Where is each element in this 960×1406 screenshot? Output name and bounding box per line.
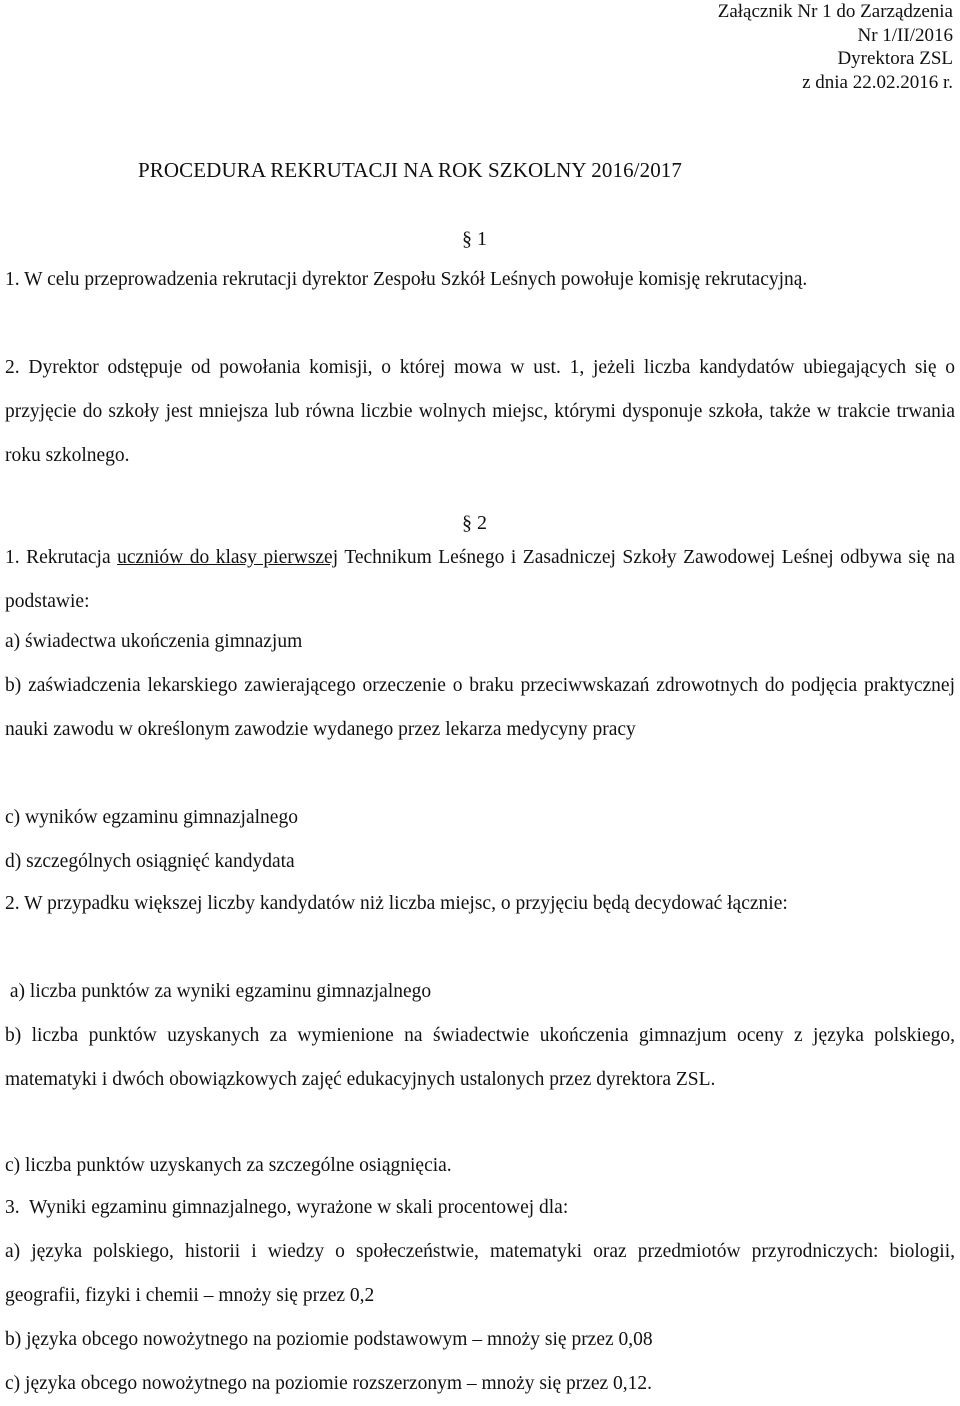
item-1a: a) świadectwa ukończenia gimnazjum	[5, 631, 303, 652]
paragraph-1-end: Technikum Leśnego i Zasadniczej Szkoły Zawodowej Leśnej odbywa się na podstawie:	[5, 547, 956, 612]
header-line-3: Dyrektora ZSL	[837, 48, 953, 69]
section-1-mark: § 1	[462, 228, 487, 250]
section-2-paragraph-1	[5, 536, 955, 624]
header-line-4: z dnia 22.02.2016 r.	[802, 71, 953, 93]
section-2-paragraph-3: 3. Wyniki egzaminu gimnazjalnego, wyrażone w skali procentowej dla:	[5, 1197, 569, 1218]
header-line-2: Nr 1/II/2016	[857, 24, 953, 46]
item-3c: c) języka obcego nowożytnego na poziomie rozszerzonym – mnoży się przez 0,12.	[5, 1373, 653, 1394]
document-title: PROCEDURA REKRUTACJI NA ROK SZKOLNY 2016/2017	[138, 158, 682, 182]
item-1b: b) zaświadczenia lekarskiego zawierającego orzeczenie o braku przeciwwskazań zdrowotnych do podjęcia praktycznej nauki zawodu w określonym zawodzie wydanego przez lekarza medycyny pracy	[5, 675, 955, 740]
item-2a: a) liczba punktów za wyniki egzaminu gimnazjalnego	[5, 981, 432, 1002]
section-1-paragraph-2: 2. Dyrektor odstępuje od powołania komisji, o której mowa w ust. 1, jeżeli liczba kandydatów ubiegających się o przyjęcie do szkoły jest mniejsza lub równa liczbie wolnych miejsc, którymi dysponuje szkoła, także w trakcie trwania roku szkolnego.	[5, 357, 955, 466]
item-3b: b) języka obcego nowożytnego na poziomie podstawowym – mnoży się przez 0,08	[5, 1329, 653, 1350]
item-2b: b) liczba punktów uzyskanych za wymienione na świadectwie ukończenia gimnazjum oceny z języka polskiego, matematyki i dwóch obowiązkowych zajęć edukacyjnych ustalonych przez dyrektora ZSL.	[5, 1025, 955, 1090]
item-1d: d) szczególnych osiągnięć kandydata	[5, 851, 295, 872]
header-line-1: Załącznik Nr 1 do Zarządzenia	[717, 1, 953, 22]
attachment-header	[718, 0, 953, 94]
section-2-paragraph-2: 2. W przypadku większej liczby kandydatów niż liczba miejsc, o przyjęciu będą decydować łącznie:	[5, 893, 788, 914]
item-3a: a) języka polskiego, historii i wiedzy o społeczeństwie, matematyki oraz przedmiotów przyrodniczych: biologii, geografii, fizyki i chemii – mnoży się przez 0,2	[5, 1241, 955, 1306]
item-2c: c) liczba punktów uzyskanych za szczególne osiągnięcia.	[5, 1155, 452, 1176]
section-2-mark: § 2	[462, 512, 487, 534]
underlined-phrase: uczniów do klasy pierwszej	[117, 547, 339, 568]
paragraph-1-start: 1. Rekrutacja	[5, 547, 111, 568]
section-1-paragraph-1: 1. W celu przeprowadzenia rekrutacji dyrektor Zespołu Szkół Leśnych powołuje komisję rekrutacyjną.	[5, 269, 808, 290]
item-1c: c) wyników egzaminu gimnazjalnego	[5, 807, 298, 828]
